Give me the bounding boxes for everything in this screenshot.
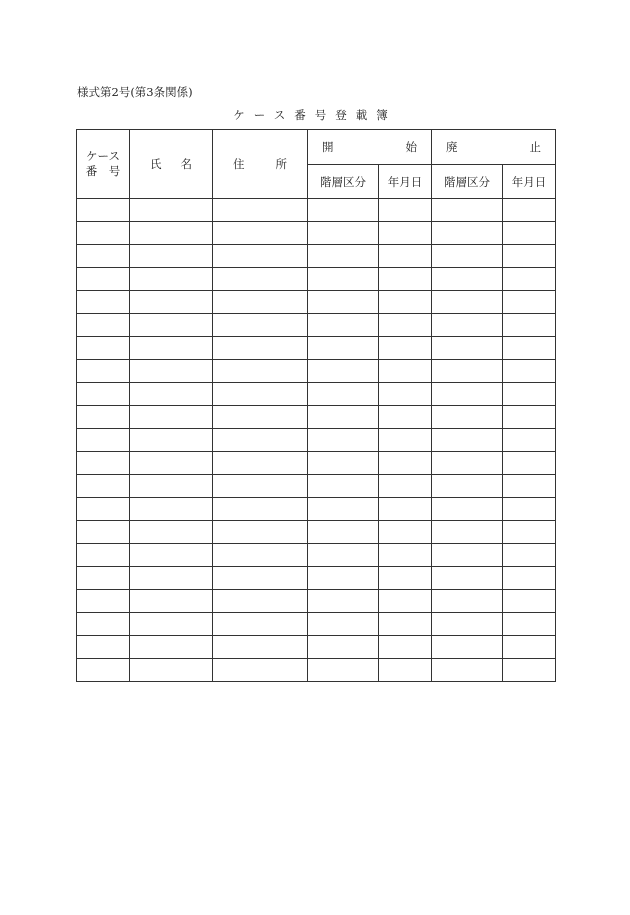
address-cell [213, 245, 308, 268]
header-address-char2: 所 [275, 157, 287, 171]
address-cell [213, 360, 308, 383]
start-date-cell [379, 613, 432, 636]
form-number-label: 様式第2号(第3条関係) [77, 85, 193, 99]
start-class-cell [308, 406, 379, 429]
end-class-cell [432, 567, 503, 590]
start-date-cell [379, 590, 432, 613]
end-date-cell [503, 291, 556, 314]
start-class-cell [308, 452, 379, 475]
end-class-cell [432, 521, 503, 544]
start-date-cell [379, 521, 432, 544]
start-date-cell [379, 245, 432, 268]
address-cell [213, 452, 308, 475]
name-cell [130, 314, 213, 337]
start-date-cell [379, 314, 432, 337]
name-cell [130, 268, 213, 291]
start-date-cell [379, 268, 432, 291]
name-cell [130, 406, 213, 429]
case-number-cell [77, 314, 130, 337]
name-cell [130, 452, 213, 475]
address-cell [213, 567, 308, 590]
name-cell [130, 475, 213, 498]
end-class-cell [432, 291, 503, 314]
case-number-cell [77, 659, 130, 682]
table-row [77, 222, 556, 245]
name-cell [130, 498, 213, 521]
table-row [77, 383, 556, 406]
address-cell [213, 613, 308, 636]
table-row [77, 659, 556, 682]
address-cell [213, 406, 308, 429]
end-class-cell [432, 406, 503, 429]
end-class-cell [432, 199, 503, 222]
end-class-cell [432, 337, 503, 360]
end-date-cell [503, 268, 556, 291]
name-cell [130, 245, 213, 268]
table-row [77, 199, 556, 222]
address-cell [213, 498, 308, 521]
header-case-number-line1: ケース [86, 149, 120, 163]
case-number-cell [77, 383, 130, 406]
name-cell [130, 383, 213, 406]
end-class-cell [432, 452, 503, 475]
header-name-char2: 名 [180, 157, 192, 171]
table-row [77, 475, 556, 498]
name-cell [130, 222, 213, 245]
case-number-cell [77, 268, 130, 291]
start-date-cell [379, 383, 432, 406]
table-row [77, 590, 556, 613]
start-class-cell [308, 222, 379, 245]
header-end [432, 130, 556, 165]
table-row [77, 337, 556, 360]
address-cell [213, 314, 308, 337]
end-date-cell [503, 314, 556, 337]
start-class-cell [308, 268, 379, 291]
address-cell [213, 199, 308, 222]
case-number-cell [77, 291, 130, 314]
table-row [77, 636, 556, 659]
address-cell [213, 383, 308, 406]
end-date-cell [503, 613, 556, 636]
end-date-cell [503, 659, 556, 682]
start-class-cell [308, 567, 379, 590]
address-cell [213, 521, 308, 544]
name-cell [130, 613, 213, 636]
header-start-char2: 始 [405, 140, 417, 154]
end-class-cell [432, 659, 503, 682]
table-row [77, 544, 556, 567]
end-class-cell [432, 613, 503, 636]
case-number-cell [77, 590, 130, 613]
header-address-char1: 住 [233, 157, 245, 171]
end-date-cell [503, 590, 556, 613]
case-number-cell [77, 567, 130, 590]
case-number-register-table [76, 129, 556, 682]
table-row [77, 268, 556, 291]
table-row [77, 245, 556, 268]
end-date-cell [503, 521, 556, 544]
case-number-cell [77, 406, 130, 429]
table-row [77, 291, 556, 314]
start-date-cell [379, 222, 432, 245]
start-class-cell [308, 544, 379, 567]
table-row [77, 567, 556, 590]
table-row [77, 521, 556, 544]
header-address [213, 130, 308, 199]
table-row [77, 314, 556, 337]
name-cell [130, 337, 213, 360]
end-class-cell [432, 636, 503, 659]
start-class-cell [308, 245, 379, 268]
end-class-cell [432, 245, 503, 268]
end-class-cell [432, 383, 503, 406]
start-date-cell [379, 291, 432, 314]
address-cell [213, 429, 308, 452]
end-date-cell [503, 337, 556, 360]
start-date-cell [379, 199, 432, 222]
end-date-cell [503, 360, 556, 383]
name-cell [130, 544, 213, 567]
name-cell [130, 590, 213, 613]
start-date-cell [379, 406, 432, 429]
start-date-cell [379, 659, 432, 682]
address-cell [213, 291, 308, 314]
start-date-cell [379, 475, 432, 498]
start-date-cell [379, 337, 432, 360]
case-number-cell [77, 429, 130, 452]
header-start-date: 年月日 [379, 165, 432, 199]
name-cell [130, 291, 213, 314]
end-date-cell [503, 406, 556, 429]
end-class-cell [432, 429, 503, 452]
header-name [130, 130, 213, 199]
name-cell [130, 360, 213, 383]
start-date-cell [379, 498, 432, 521]
start-date-cell [379, 452, 432, 475]
end-date-cell [503, 199, 556, 222]
case-number-cell [77, 521, 130, 544]
header-name-char1: 氏 [150, 157, 162, 171]
case-number-cell [77, 222, 130, 245]
table-row [77, 406, 556, 429]
header-case-number-line2: 番 号 [85, 164, 121, 178]
address-cell [213, 222, 308, 245]
end-class-cell [432, 314, 503, 337]
name-cell [130, 521, 213, 544]
end-date-cell [503, 452, 556, 475]
case-number-cell [77, 498, 130, 521]
start-class-cell [308, 590, 379, 613]
start-class-cell [308, 659, 379, 682]
start-date-cell [379, 360, 432, 383]
header-start [308, 130, 432, 165]
end-date-cell [503, 567, 556, 590]
start-date-cell [379, 544, 432, 567]
end-date-cell [503, 222, 556, 245]
case-number-cell [77, 636, 130, 659]
address-cell [213, 636, 308, 659]
header-end-class: 階層区分 [432, 165, 503, 199]
end-class-cell [432, 222, 503, 245]
name-cell [130, 636, 213, 659]
end-date-cell [503, 245, 556, 268]
start-class-cell [308, 360, 379, 383]
case-number-cell [77, 199, 130, 222]
end-date-cell [503, 498, 556, 521]
start-class-cell [308, 314, 379, 337]
end-date-cell [503, 475, 556, 498]
table-row [77, 452, 556, 475]
name-cell [130, 429, 213, 452]
header-start-char1: 開 [322, 140, 334, 154]
address-cell [213, 475, 308, 498]
start-class-cell [308, 636, 379, 659]
end-class-cell [432, 268, 503, 291]
header-end-char2: 止 [529, 140, 541, 154]
start-class-cell [308, 521, 379, 544]
start-class-cell [308, 383, 379, 406]
start-class-cell [308, 337, 379, 360]
name-cell [130, 659, 213, 682]
case-number-cell [77, 360, 130, 383]
table-row [77, 613, 556, 636]
start-date-cell [379, 567, 432, 590]
case-number-cell [77, 613, 130, 636]
end-class-cell [432, 360, 503, 383]
table-row [77, 429, 556, 452]
table-row [77, 360, 556, 383]
start-date-cell [379, 636, 432, 659]
table-row [77, 498, 556, 521]
header-end-char1: 廃 [446, 140, 458, 154]
end-class-cell [432, 498, 503, 521]
start-class-cell [308, 291, 379, 314]
end-date-cell [503, 544, 556, 567]
case-number-cell [77, 245, 130, 268]
start-class-cell [308, 199, 379, 222]
name-cell [130, 199, 213, 222]
header-end-date: 年月日 [503, 165, 556, 199]
start-class-cell [308, 475, 379, 498]
case-number-cell [77, 452, 130, 475]
end-class-cell [432, 590, 503, 613]
end-class-cell [432, 475, 503, 498]
header-start-class: 階層区分 [308, 165, 379, 199]
header-case-number [77, 130, 130, 199]
address-cell [213, 268, 308, 291]
start-class-cell [308, 613, 379, 636]
case-number-cell [77, 544, 130, 567]
address-cell [213, 659, 308, 682]
register-body [77, 199, 556, 682]
name-cell [130, 567, 213, 590]
start-date-cell [379, 429, 432, 452]
address-cell [213, 337, 308, 360]
end-date-cell [503, 429, 556, 452]
end-date-cell [503, 636, 556, 659]
case-number-cell [77, 475, 130, 498]
end-date-cell [503, 383, 556, 406]
start-class-cell [308, 429, 379, 452]
address-cell [213, 590, 308, 613]
end-class-cell [432, 544, 503, 567]
document-title: ケース番号登載簿 [233, 108, 397, 122]
start-class-cell [308, 498, 379, 521]
address-cell [213, 544, 308, 567]
case-number-cell [77, 337, 130, 360]
